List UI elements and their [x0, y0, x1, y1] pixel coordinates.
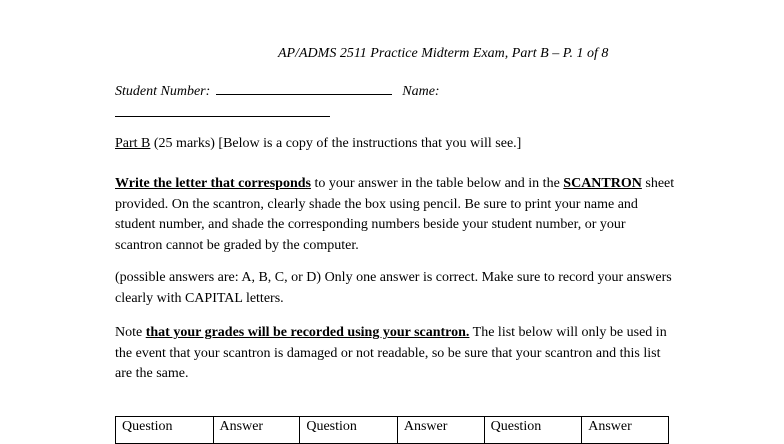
answer-table — [115, 416, 669, 444]
note-lead: Note — [115, 325, 146, 340]
table-header-row — [116, 417, 669, 444]
instructions-paragraph-3 — [115, 323, 675, 385]
student-name-field[interactable] — [115, 116, 330, 117]
part-label: Part B — [115, 136, 151, 151]
note-rest: The list below will only be used in the event that your scantron is damaged or not readable, so be sure that your scantron and this list are the same. — [115, 325, 667, 381]
student-info-line — [115, 82, 440, 100]
part-b-intro — [115, 134, 675, 155]
student-number-field[interactable] — [216, 82, 392, 95]
page-header: AP/ADMS 2511 Practice Midterm Exam, Part B – P. 1 of 8 — [278, 46, 609, 61]
instructions-paragraph-2: (possible answers are: A, B, C, or D) Only one answer is correct. Make sure to record your answers clearly with CAPITAL letters. — [115, 270, 672, 306]
table-header-cell: Answer — [213, 417, 300, 444]
instructions-paragraph-1 — [115, 174, 675, 256]
instruction-lead: Write the letter that corresponds — [115, 176, 311, 191]
instruction-text: to your answer in the table below and in the — [310, 176, 564, 191]
scantron-term: SCANTRON — [563, 176, 642, 191]
note-emphasis: that your grades will be recorded using your scantron. — [145, 325, 470, 340]
student-name-label: Name: — [402, 84, 440, 99]
instruction-text-rest: sheet provided. On the scantron, clearly shade the box using pencil. Be sure to print your name and student number, and shade the corresponding numbers beside your student number, or your scantron cannot be graded by the computer. — [115, 176, 675, 253]
table-header-cell: Answer — [397, 417, 484, 444]
table-header-cell: Question — [300, 417, 398, 444]
table-header-cell: Answer — [582, 417, 669, 444]
table-header-cell: Question — [116, 417, 214, 444]
part-description: (25 marks) [Below is a copy of the instructions that you will see.] — [150, 136, 522, 151]
student-number-label: Student Number: — [115, 84, 211, 99]
table-header-cell: Question — [484, 417, 582, 444]
